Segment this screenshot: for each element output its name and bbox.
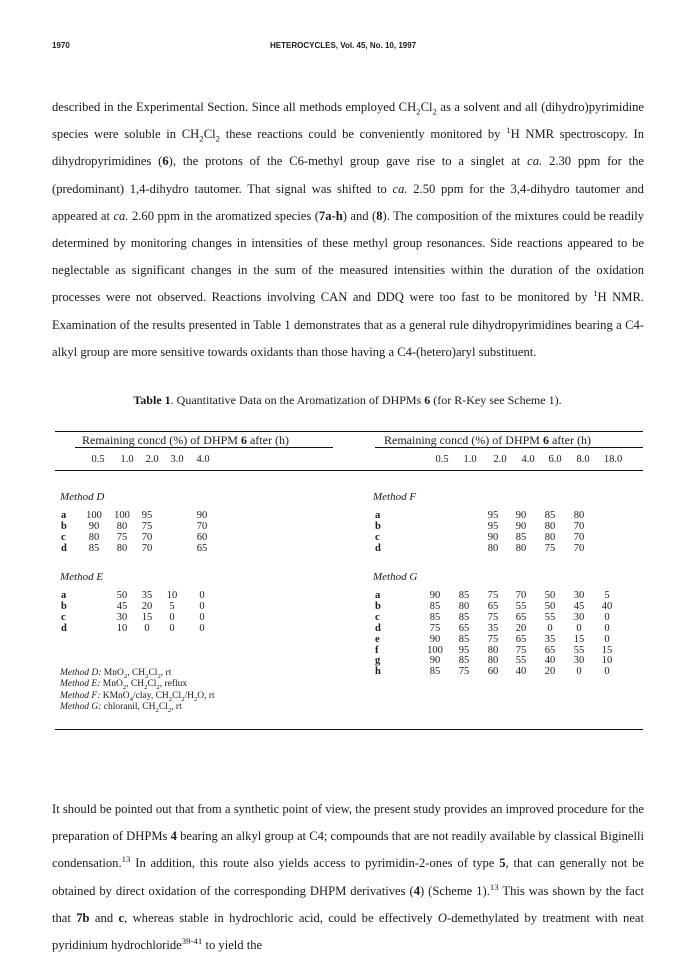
table-cell: 0 [199,600,205,612]
table-cell: 80 [487,542,499,554]
method-label-left-0: Method D [60,491,105,503]
row-key-left-1-3: d [61,622,67,634]
table-cell: 5 [604,590,610,601]
table-cell: 10 [601,655,613,667]
table-cell: 55 [573,644,585,656]
legend-method-f: Method F: KMnO$_4$/clay, $CH_2Cl_2/H_2O$, rt [60,690,215,703]
table-cell: 40 [515,666,527,678]
table-cell: 95 [141,510,153,521]
table-caption: Table 1. Quantitative Data on the Aromatization of DHPMs 6 (for R-Key see Scheme 1). [133,393,562,407]
table-cell: 80 [544,531,556,543]
row-key-left-1-1: b [61,600,67,612]
table-cell: 90 [196,510,208,521]
table-cell: 80 [116,542,128,554]
table-cell: 30 [116,611,128,623]
table-cell: 0 [604,611,610,623]
row-key-right-1-6: g [375,655,381,667]
table-cell: 85 [88,542,100,554]
table-cell: 0 [144,622,150,634]
table-cell: 30 [573,611,585,623]
table-cell: 0 [576,666,582,678]
row-key-left-0-0: a [61,510,67,521]
table-cell: 55 [544,611,556,623]
legend-method-d: Method D: MnO$_2$, $CH_2Cl_2$, rt [60,668,172,680]
table-cell: 100 [114,510,130,521]
table-cell: 95 [487,510,499,521]
time-header-right-6: 18.0 [603,454,623,465]
table-cell: 30 [573,655,585,667]
left-column-heading: Remaining concd (%) of DHPM 6 after (h) [82,433,289,447]
table-cell: 65 [515,633,527,645]
table-cell: 70 [573,520,585,532]
table-cell: 50 [544,590,556,601]
table-cell: 70 [515,590,527,601]
legend-method-g: Method G: chloranil, $CH_2Cl_2$, rt [60,702,182,715]
time-header-right-5: 8.0 [576,454,590,465]
table-cell: 75 [515,644,527,656]
page-number: 1970 [52,41,70,50]
table-cell: 55 [515,600,527,612]
table-cell: 100 [427,644,443,656]
table-cell: 15 [141,611,153,623]
table-cell: 20 [515,622,527,634]
table-cell: 5 [169,600,175,612]
table-cell: 75 [429,622,441,634]
table-cell: 85 [544,510,556,521]
table-cell: 35 [544,633,556,645]
time-header-left-1: 1.0 [120,454,134,465]
paragraph-intro: described in the Experimental Section. Since all methods employed $CH_2Cl_2$ as a solvent and all (dihydro)pyrimidine species were soluble in $CH_2Cl_2$ these reactions could be conveniently monitored by $^1$H NMR spectroscopy. In dihydropyrimidines (6), the protons of the C6-methyl group gave rise to a singlet at ca. 2.30 ppm for the (predominant) 1,4-dihydro tautomer. That signal was shifted to ca. 2.50 ppm for the 3,4-dihydro tautomer and appeared at ca. 2.60 ppm in the aromatized species (7a-h) and (8). The composition of the mixtures could be readily determined by monitoring changes in intensities of these methyl group resonances. Side reactions appeared to be neglectable as significant changes in the sum of the measured intensities within the duration of the oxidation processes were not observed. Reactions involving CAN and DDQ were too fast to be monitored by $^1$H NMR. Examination of the results presented in Table 1 demonstrates that as a general rule dihydropyrimidines bearing a C4-alkyl group are more sensitive towards oxidants than those having a C4-(hetero)aryl substituent. [52,100,645,359]
table-cell: 45 [573,600,585,612]
row-key-right-0-1: b [375,520,381,532]
method-label-right-1: Method G [373,571,418,583]
table-cell: 50 [116,590,128,601]
table-cell: 35 [487,622,499,634]
table-header-bottom-rule [55,470,643,471]
table-cell: 90 [515,510,527,521]
table-cell: 0 [547,622,553,634]
table-cell: 80 [544,520,556,532]
table-cell: 75 [487,611,499,623]
time-header-right-4: 6.0 [548,454,562,465]
table-cell: 0 [604,622,610,634]
table-bottom-rule [55,729,643,730]
table-cell: 55 [515,655,527,667]
table-cell: 0 [199,590,205,601]
time-header-left-2: 2.0 [145,454,159,465]
table-cell: 80 [116,520,128,532]
table-cell: 75 [487,590,499,601]
row-key-left-0-2: c [61,531,66,543]
row-key-right-1-5: f [375,644,379,656]
table-cell: 90 [88,520,100,532]
table-cell: 70 [573,542,585,554]
table-cell: 40 [601,600,613,612]
time-header-left-3: 3.0 [170,454,184,465]
table-cell: 75 [141,520,153,532]
running-header: HETEROCYCLES, Vol. 45, No. 10, 1997 [270,41,417,50]
table-cell: 30 [573,590,585,601]
method-label-left-1: Method E [60,571,104,583]
row-key-right-1-1: b [375,600,381,612]
table-cell: 0 [604,666,610,678]
table-cell: 90 [429,590,441,601]
row-key-right-1-3: d [375,622,381,634]
table-cell: 35 [141,590,153,601]
table-cell: 85 [458,611,470,623]
table-cell: 80 [573,510,585,521]
row-key-right-0-0: a [375,510,381,521]
table-cell: 90 [487,531,499,543]
table-cell: 80 [515,542,527,554]
table-cell: 10 [116,622,128,634]
row-key-left-0-3: d [61,542,67,554]
table-cell: 20 [544,666,556,678]
table-cell: 50 [544,600,556,612]
time-header-right-1: 1.0 [463,454,477,465]
table-cell: 0 [576,622,582,634]
table-cell: 60 [487,666,499,678]
row-key-right-1-2: c [375,611,380,623]
table-cell: 65 [196,542,208,554]
table-cell: 85 [458,633,470,645]
table-cell: 80 [487,644,499,656]
table-cell: 0 [199,622,205,634]
method-legend [60,668,215,714]
table-cell: 80 [487,655,499,667]
table-cell: 15 [601,644,613,656]
paragraph-synthesis: It should be pointed out that from a synthetic point of view, the present study provides an improved procedure for the preparation of DHPMs 4 bearing an alkyl group at C4; compounds that are not readily available by classical Biginelli condensation.$^{13}$ In addition, this route also yields access to pyrimidin-2-ones of type 5, that can generally not be obtained by direct oxidation of the corresponding DHPM derivatives (4) (Scheme 1).$^{13}$ This was shown by the fact that 7b and c, whereas stable in hydrochloric acid, could be effectively O-demethylated by treatment with neat pyridinium hydrochloride$^{39-41}$ to yield the [52,802,645,953]
table-cell: 45 [116,600,128,612]
table-cell: 65 [544,644,556,656]
table-cell: 90 [429,655,441,667]
row-key-right-1-0: a [375,590,381,601]
table-cell: 75 [458,666,470,678]
table-cell: 65 [458,622,470,634]
row-key-right-1-7: h [375,666,381,678]
row-key-right-0-2: c [375,531,380,543]
table-cell: 80 [88,531,100,543]
table-cell: 90 [429,633,441,645]
table-cell: 75 [116,531,128,543]
row-key-right-1-4: e [375,633,380,645]
table-cell: 100 [86,510,102,521]
method-label-right-0: Method F [373,491,417,503]
table-cell: 15 [573,633,585,645]
time-header-left-4: 4.0 [196,454,210,465]
table-cell: 85 [458,590,470,601]
table-cell: 70 [141,542,153,554]
table-cell: 90 [515,520,527,532]
table-cell: 85 [429,600,441,612]
table-cell: 10 [166,590,178,601]
table-cell: 70 [141,531,153,543]
table-cell: 65 [487,600,499,612]
table-cell: 65 [515,611,527,623]
time-header-right-0: 0.5 [435,454,449,465]
table-cell: 85 [429,611,441,623]
table-cell: 0 [199,611,205,623]
table-cell: 60 [196,531,208,543]
table-top-rule [55,431,643,432]
row-key-right-0-3: d [375,542,381,554]
time-header-left-0: 0.5 [91,454,105,465]
row-key-left-0-1: b [61,520,67,532]
legend-method-e: Method E: MnO$_2$, $CH_2Cl_2$, reflux [60,679,188,692]
table-cell: 0 [169,622,175,634]
table-cell: 70 [573,531,585,543]
table-cell: 85 [458,655,470,667]
table-cell: 75 [487,633,499,645]
time-header-right-2: 2.0 [493,454,507,465]
row-key-left-1-2: c [61,611,66,623]
table-cell: 40 [544,655,556,667]
table-cell: 95 [487,520,499,532]
row-key-left-1-0: a [61,590,67,601]
table-cell: 85 [429,666,441,678]
table-cell: 0 [169,611,175,623]
table-cell: 80 [458,600,470,612]
table-cell: 70 [196,520,208,532]
time-header-right-3: 4.0 [521,454,535,465]
table-cell: 75 [544,542,556,554]
table-cell: 95 [458,644,470,656]
table-cell: 0 [604,633,610,645]
table-cell: 85 [515,531,527,543]
table-cell: 20 [141,600,153,612]
right-column-heading: Remaining concd (%) of DHPM 6 after (h) [384,433,591,447]
